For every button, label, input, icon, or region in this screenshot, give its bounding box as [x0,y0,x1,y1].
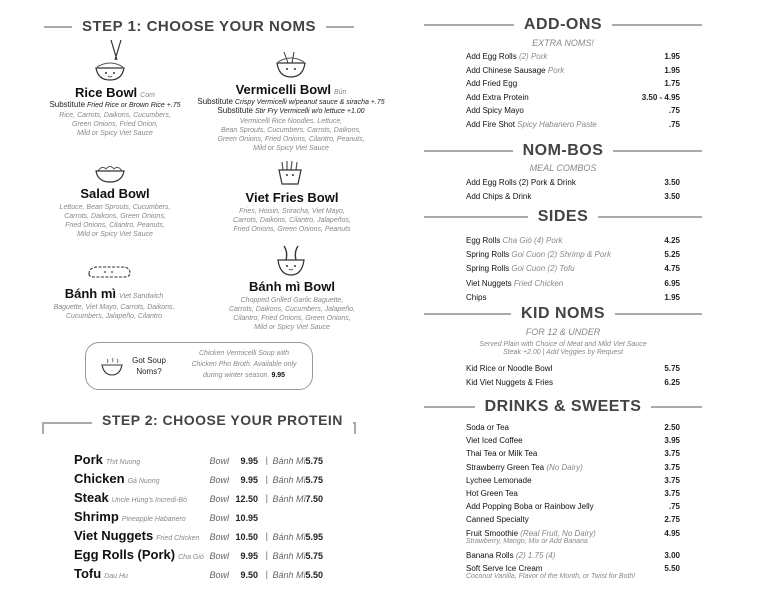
banh-mi-bowl-desc-line: Mild or Spicy Viet Sauce [254,324,330,331]
item-name: Fruit Smoothie [466,528,519,538]
banh-mi-label: Bánh Mì [272,494,306,504]
item-name-wrap [466,463,583,472]
banh-mi-desc-line: Baguette, Viet Mayo, Carrots, Daikons, [53,304,175,311]
banh-mi-alt: Viet Sandwich [119,293,164,300]
protein-row [74,528,334,547]
item-name: Lychee Lemonade [466,475,532,485]
banh-mi [34,286,194,321]
item-name-wrap [466,515,529,524]
protein-name: Tofu [74,566,102,581]
item-price: 1.95 [664,292,680,302]
banh-mi-price: 5.75 [305,456,323,466]
item-name-wrap [466,564,542,573]
item-name-wrap [466,476,532,485]
item-name: Viet Iced Coffee [466,436,523,446]
item-name: Add Popping Boba or Rainbow Jelly [466,502,594,512]
vermicelli-subst2-text: Stir Fry Vermicelli w/o lettuce +1.00 [254,108,365,115]
soup-box [85,342,313,390]
item-alt: Pork [547,65,565,75]
item-price: 4.75 [664,264,680,274]
protein-row [74,566,334,585]
step1-heading [44,18,354,35]
item-alt: Spicy Habanero Paste [517,120,597,129]
soup-bowl-icon [100,357,124,382]
protein-alt: Gà Nuong [127,478,160,485]
banh-mi-bowl-name: Bánh mì Bowl [249,279,335,294]
drinks-item [466,449,680,462]
soup-desc-line: during winter season. [202,372,270,379]
bowl-price: 12.50 [235,494,258,504]
addons-item [466,66,680,79]
drinks-item [466,528,680,545]
protein-alt: Thit Nuong [105,459,141,466]
item-price: 1.95 [664,65,680,75]
item-name: Hot Green Tea [466,489,518,498]
item-name-wrap [466,436,523,445]
bowl-price: 10.50 [235,532,258,542]
item-price: 3.75 [664,489,680,498]
price-separator: | [265,493,268,503]
item-name-wrap [466,93,529,102]
viet-fries-bowl [212,190,372,234]
item-name: Add Fried Egg [466,79,518,89]
bowl-price: 9.95 [240,475,258,485]
vermicelli-subst1-label: Substitute [197,97,233,106]
protein-alt: Cha Giò [178,554,204,561]
item-alt: (Real Fruit, No Dairy) [520,528,596,538]
banh-mi-label: Bánh Mì [272,456,306,466]
addons-item [466,52,680,65]
item-name-wrap [466,293,486,302]
item-alt: Cha Giò (4) Pork [502,236,563,245]
salad-bowl-name: Salad Bowl [80,186,150,201]
item-name-wrap [466,120,597,129]
item-price: .75 [668,106,680,116]
drinks-item [466,564,680,580]
bowl-price: 9.95 [240,551,258,561]
bowl-label: Bowl [209,475,229,485]
bowl-label: Bowl [209,456,229,466]
nombos-item [466,178,680,191]
fries-desc-line: Fried Onions, Green Onions, Peanuts [233,226,351,233]
bowl-label: Bowl [209,551,229,561]
item-name-wrap [466,423,509,432]
kid-item [466,364,680,377]
banh-mi-bowl [212,279,372,332]
item-alt: Goi Cuon (2) Tofu [511,264,575,274]
banh-mi-desc-line: Cucumbers, Jalapeño, Cilantro [65,313,163,320]
kid-title: KID NOMS [521,305,605,322]
item-name: Strawberry Green Tea [466,462,545,472]
bowl-label: Bowl [209,570,229,580]
price-separator: | [265,550,268,560]
salad-desc-line: Mild or Spicy Viet Sauce [77,231,153,238]
kid-sub: FOR 12 & UNDER [525,327,601,337]
item-name: Canned Specialty [466,515,529,525]
addons-item [466,79,680,92]
item-name: Kid Viet Nuggets & Fries [466,377,554,387]
kid-heading [424,305,702,323]
price-separator: | [265,455,268,465]
protein-row [74,509,334,528]
price-separator: | [265,474,268,484]
item-name-wrap [466,449,537,458]
drinks-item [466,551,680,564]
protein-row [74,471,334,490]
item-name: Soft Serve Ice Cream [466,564,543,573]
item-price: 2.75 [664,515,680,525]
banh-mi-bowl-desc-line: Chopped Grilled Garlic Baguette, [240,297,344,304]
item-note: Coconut Vanilla, Flavor of the Month, or Twist for Both! [466,573,636,580]
protein-name-wrap [74,566,128,581]
protein-row [74,490,334,509]
item-name-wrap [466,364,552,373]
protein-name-wrap [74,528,199,543]
item-price: 3.00 [664,550,680,560]
banh-mi-bowl-icon [276,244,306,283]
banh-mi-label: Bánh Mì [272,570,306,580]
vermicelli-bowl-alt: Bún [333,89,347,96]
banh-mi-price: 5.75 [305,551,323,561]
protein-row [74,452,334,471]
item-alt: (2) Pork [518,52,548,61]
vermicelli-desc-line: Vermicelli Rice Noodles, Lettuce, [239,118,343,125]
item-price: 3.75 [664,475,680,485]
item-name-wrap [466,106,524,115]
protein-name: Steak [74,490,109,505]
soup-price: 9.95 [271,372,286,379]
item-name-wrap [466,551,555,560]
item-name: Add Chinese Sausage [466,65,546,75]
bowl-label: Bowl [209,494,229,504]
item-name: Viet Nuggets [466,278,512,288]
bowl-price: 9.50 [240,570,258,580]
vermicelli-desc-line: Mild or Spicy Viet Sauce [253,145,329,152]
protein-name: Pork [74,452,103,467]
rice-desc-line: Rice, Carrots, Daikons, Cucumbers, [59,112,171,119]
banh-mi-bowl-desc-line: Carrots, Daikons, Cucumbers, Jalapeño, [228,306,356,313]
item-name-wrap [466,489,518,498]
banh-mi-label: Bánh Mì [272,532,306,542]
protein-alt: Fried Chicken [156,535,200,542]
drinks-item [466,476,680,489]
nombos-heading [424,142,702,160]
salad-desc-line: Fried Onions, Cilantro, Peanuts, [65,222,165,229]
kid-note: Steak +2.00 | Add Veggies by Request [503,349,623,356]
item-name-wrap [466,529,596,538]
soup-label [130,355,168,377]
bowl-price: 10.95 [235,513,258,523]
item-name: Thai Tea or Milk Tea [466,449,538,459]
item-price: 3.50 [664,191,680,201]
vermicelli-desc-line: Green Onions, Fried Onions, Cilantro, Peanuts, [217,136,365,143]
protein-name: Chicken [74,471,125,486]
soup-label-line: Noms? [136,367,162,376]
protein-name: Viet Nuggets [74,528,154,543]
sides-item [466,264,680,277]
rice-subst-text: Fried Rice or Brown Rice +.75 [86,102,181,109]
item-name: Chips [466,292,487,302]
protein-name-wrap [74,509,186,524]
kid-note: Served Plain with Choice of Meat and Mild Viet Sauce [479,341,647,348]
item-name-wrap [466,279,563,288]
vermicelli-desc-line: Bean Sprouts, Cucumbers, Carrots, Daikons, [220,127,362,134]
item-name: Add Fire Shot [466,120,515,129]
addons-item [466,93,680,106]
addons-item [466,120,680,133]
nombos-item [466,192,680,205]
item-alt: (2) 1.75 (4) [515,550,556,560]
vermicelli-bowl [196,82,386,153]
protein-name-wrap [74,471,160,486]
protein-name-wrap [74,547,204,562]
item-name: Add Spicy Mayo [466,106,524,116]
item-name-wrap [466,66,564,75]
banh-mi-label: Bánh Mì [272,551,306,561]
step1-title: STEP 1: CHOOSE YOUR NOMS [82,18,316,35]
bowl-label: Bowl [209,532,229,542]
item-alt: Fried Chicken [513,278,564,288]
step2-heading [42,410,356,434]
item-name-wrap [466,178,576,187]
item-name: Banana Rolls [466,550,514,560]
nombos-title: NOM-BOS [522,142,604,159]
price-separator: | [265,569,268,579]
banh-mi-price: 5.50 [305,570,323,580]
rice-subst-label: Substitute [49,100,86,109]
item-name: Add Egg Rolls [466,52,517,61]
addons-sub: EXTRA NOMS! [532,38,594,48]
salad-desc-line: Carrots, Daikons, Green Onions, [64,213,166,220]
protein-alt: Pineapple Habanero [121,516,186,523]
drinks-item [466,423,680,436]
item-price: 4.25 [664,236,680,245]
sides-item [466,236,680,249]
item-name: Soda or Tea [466,423,509,432]
sides-title: SIDES [537,208,589,225]
protein-alt: Uncle Hùng's Incredi-Bò [111,497,187,504]
item-price: 6.95 [664,278,680,288]
banh-mi-label: Bánh Mì [272,475,306,485]
item-alt: (No Dairy) [546,462,583,472]
item-name-wrap [466,79,517,88]
sides-heading [424,208,702,226]
step2-title: STEP 2: CHOOSE YOUR PROTEIN [92,412,353,428]
banh-mi-price: 5.95 [305,532,323,542]
bowl-label: Bowl [209,513,229,523]
soup-label-line: Got Soup [132,356,166,365]
banh-mi-price: 5.75 [305,475,323,485]
item-price: 1.75 [664,79,680,89]
drinks-item [466,436,680,449]
rice-bowl [40,85,190,138]
nombos-sub: MEAL COMBOS [529,163,597,173]
item-name: Add Egg Rolls (2) Pork & Drink [466,178,576,187]
protein-name: Egg Rolls (Pork) [74,547,176,562]
item-price: .75 [668,120,680,129]
vermicelli-bowl-name: Vermicelli Bowl [235,82,331,97]
item-name-wrap [466,250,611,259]
item-name: Kid Rice or Noodle Bowl [466,364,553,373]
item-price: 3.50 - 4.95 [641,92,680,102]
addons-title: ADD-ONS [523,16,603,33]
item-price: 5.75 [664,364,680,373]
item-price: 6.25 [664,377,680,387]
item-name-wrap [466,236,563,245]
item-price: 2.50 [664,423,680,432]
addons-heading [424,16,702,34]
soup-desc-line: Chicken Pho Broth. Available only [191,361,297,368]
item-price: .75 [668,502,680,512]
protein-row [74,547,334,566]
banh-mi-name: Bánh mì [64,286,117,301]
fries-desc-line: Fries, Hoisin, Sriracha, Viet Mayo, [239,208,345,215]
item-price: 4.95 [664,528,680,538]
item-name: Spring Rolls [466,250,510,260]
item-price: 3.75 [664,449,680,459]
vermicelli-subst2-label: Substitute [217,106,253,115]
rice-desc-line: Mild or Spicy Viet Sauce [77,130,153,137]
rice-bowl-alt: Com [140,92,155,99]
banh-mi-bowl-desc-line: Cilantro, Fried Onions, Green Onions, [233,315,351,322]
item-price: 5.50 [664,564,680,573]
protein-alt: Dau Hu [104,573,128,580]
drinks-item [466,515,680,528]
item-note: Strawberry, Mango, Mix or Add Banana [466,537,588,545]
kid-item [466,378,680,391]
viet-fries-bowl-name: Viet Fries Bowl [245,190,339,205]
protein-name-wrap [74,452,140,467]
bowl-price: 9.95 [240,456,258,466]
price-separator: | [265,531,268,541]
item-name-wrap [466,264,575,273]
drinks-heading [424,398,702,416]
item-name: Add Extra Protein [466,92,529,102]
protein-name-wrap [74,490,187,505]
rice-desc-line: Green Onions, Fried Onion, [72,121,158,128]
salad-bowl-icon [94,162,126,189]
item-price: 3.95 [664,436,680,446]
item-name: Add Chips & Drink [466,191,532,201]
item-price: 1.95 [664,52,680,61]
sides-item [466,279,680,292]
salad-bowl [40,186,190,239]
item-price: 3.75 [664,462,680,472]
item-name-wrap [466,502,594,511]
item-alt: Goi Cuon (2) Shrimp & Pork [511,250,611,260]
rice-bowl-name: Rice Bowl [75,85,138,100]
addons-item [466,106,680,119]
item-name: Egg Rolls [466,236,501,245]
soup-desc [182,348,306,381]
vermicelli-subst1-text: Crispy Vermicelli w/peanut sauce & siracha +.75 [234,99,385,106]
protein-name: Shrimp [74,509,119,524]
fries-desc-line: Carrots, Daikons, Cilantro, Jalapeños, [233,217,351,224]
sides-item [466,250,680,263]
drinks-title: DRINKS & SWEETS [484,398,642,415]
drinks-item [466,489,680,502]
drinks-item [466,463,680,476]
drinks-item [466,502,680,515]
item-name-wrap [466,52,547,61]
sides-item [466,293,680,306]
noodle-bowl-icon [274,50,308,85]
item-name-wrap [466,378,553,387]
rice-bowl-icon [94,58,126,87]
item-name-wrap [466,192,531,201]
item-name: Spring Rolls [466,264,510,274]
soup-desc-line: Chicken Vermicelli Soup with [199,350,289,357]
item-price: 5.25 [664,250,680,260]
baguette-icon [86,262,132,285]
fries-box-icon [276,160,304,191]
salad-desc-line: Lettuce, Bean Sprouts, Cucumbers, [59,204,171,211]
banh-mi-price: 7.50 [305,494,323,504]
item-price: 3.50 [664,178,680,187]
